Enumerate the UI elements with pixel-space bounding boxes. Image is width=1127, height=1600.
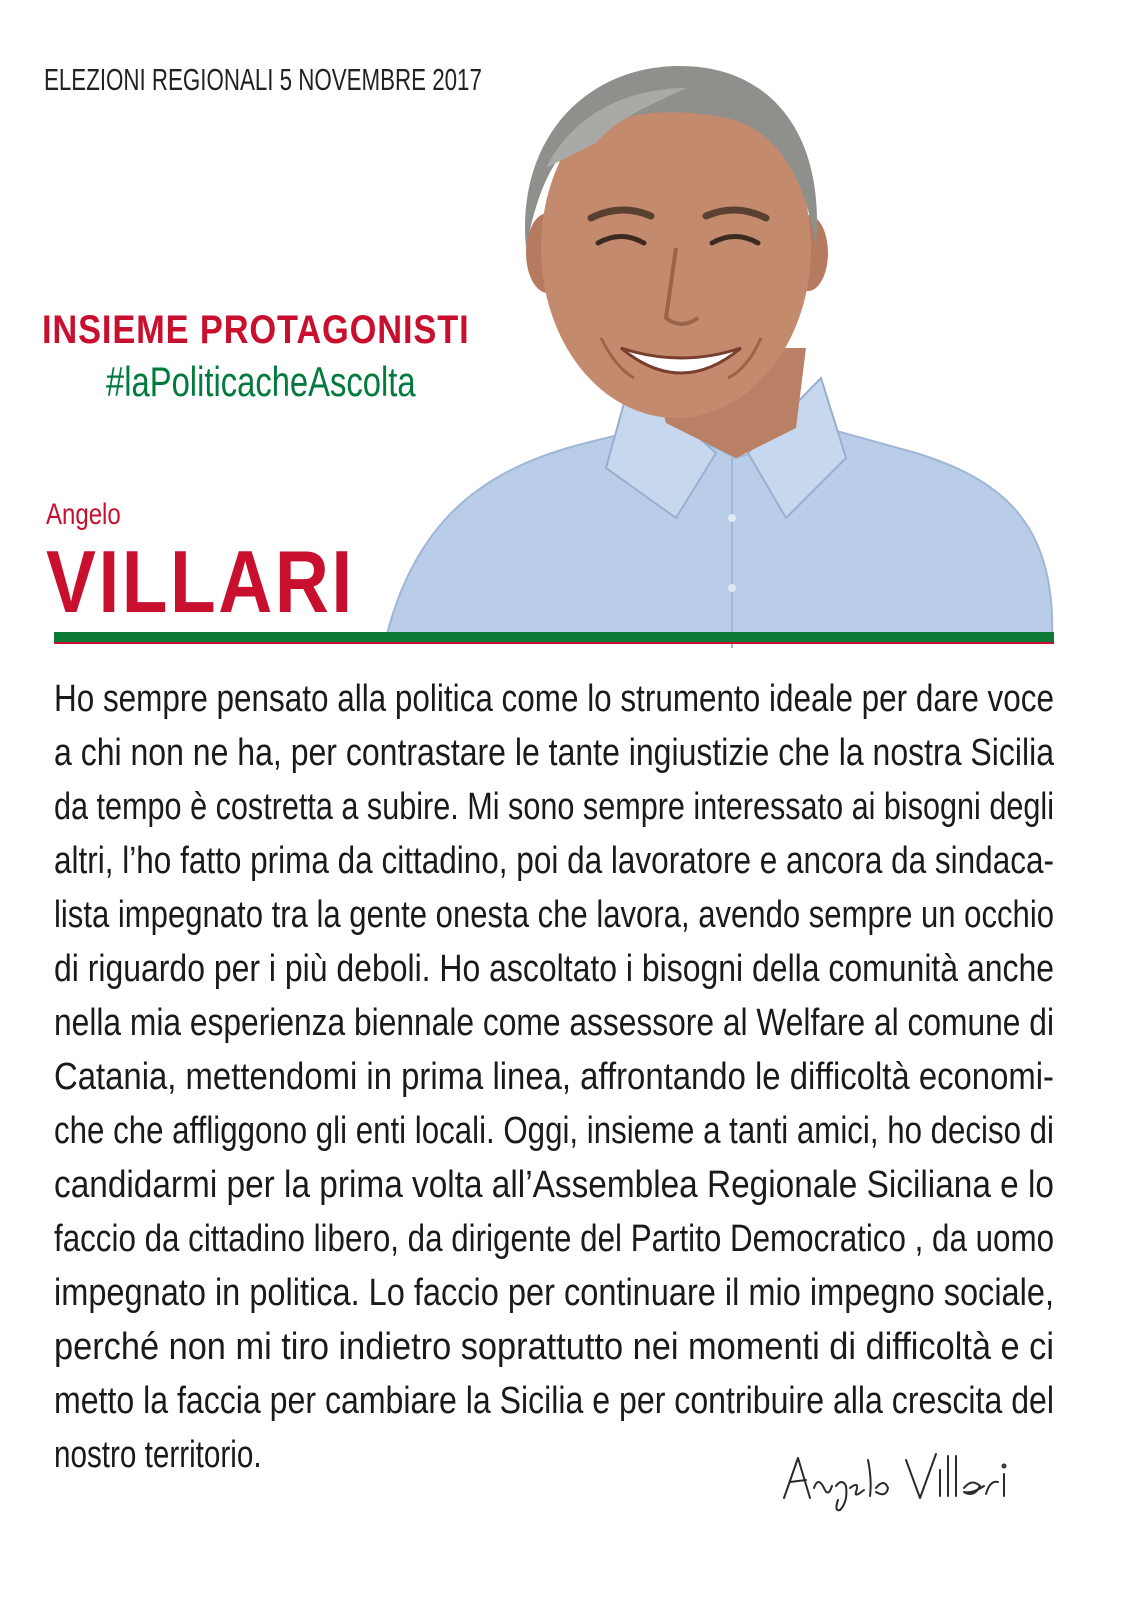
divider-green [54,632,1054,642]
campaign-slogan: INSIEME PROTAGONISTI [42,308,470,352]
statement-line: nostro territorio. [54,1434,262,1476]
election-date-header: ELEZIONI REGIONALI 5 NOVEMBRE 2017 [44,62,482,97]
statement-line: candidarmi per la prima volta all’Assemblea Regionale Siciliana e lo [54,1164,1054,1206]
statement-line: nella mia esperienza biennale come assessore al Welfare al comune di [54,1002,1054,1044]
candidate-portrait [376,48,1076,648]
statement-line: impegnato in politica. Lo faccio per continuare il mio impegno sociale, [54,1272,1054,1314]
campaign-hashtag: #laPoliticacheAscolta [106,358,416,405]
divider-red [54,642,1054,644]
candidate-first-name: Angelo [46,498,121,531]
statement-line: altri, l’ho fatto prima da cittadino, poi da lavoratore e ancora da sindaca- [54,840,1054,882]
statement-line: Ho sempre pensato alla politica come lo strumento ideale per dare voce [54,678,1054,720]
statement-line: da tempo è costretta a subire. Mi sono sempre interessato ai bisogni degli [54,786,1054,828]
statement-line: metto la faccia per cambiare la Sicilia e per contribuire alla crescita del [54,1380,1054,1422]
candidate-statement [54,672,1054,1482]
statement-line: Catania, mettendomi in prima linea, affrontando le difficoltà economi- [54,1056,1054,1098]
statement-line: perché non mi tiro indietro soprattutto nei momenti di difficoltà e ci [54,1326,1054,1368]
statement-line: faccio da cittadino libero, da dirigente del Partito Democratico , da uomo [54,1218,1054,1260]
statement-line: a chi non ne ha, per contrastare le tante ingiustizie che la nostra Sicilia [54,732,1054,774]
statement-line: che che affliggono gli enti locali. Oggi, insieme a tanti amici, ho deciso di [54,1110,1054,1152]
candidate-last-name: VILLARI [46,532,355,631]
statement-line: di riguardo per i più deboli. Ho ascoltato i bisogni della comunità anche [54,948,1054,990]
handwritten-signature [776,1440,1046,1520]
statement-line: lista impegnato tra la gente onesta che lavora, avendo sempre un occhio [54,894,1054,936]
